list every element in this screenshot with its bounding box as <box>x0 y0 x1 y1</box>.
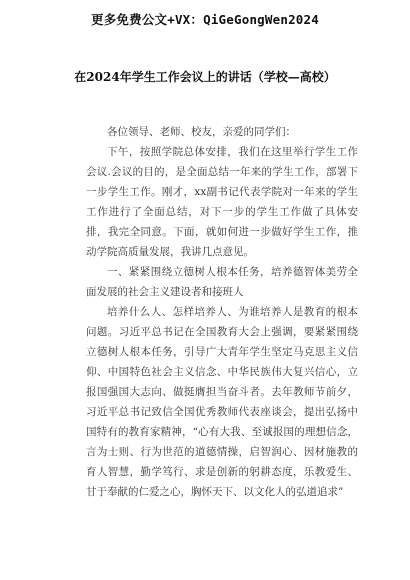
paragraph-intro: 下午，按照学院总体安排，我们在这里举行学生工作会议.会议的目的，是全面总结一年来的学生工作，部署下一步学生工作。刚才，xx副书记代表学院对一年来的学生工作进行了全面总结，对下一步的学生工作做了具体安排，我完全同意。下面，就如何进一步做好学生工作，推动学院高质量发展，我讲几点意见。 <box>86 146 358 258</box>
document-title: 在2024年学生工作会议上的讲话（学校—高校） <box>74 70 336 84</box>
salutation: 各位领导、老师、校友，亲爱的同学们： <box>107 126 296 138</box>
document-body <box>86 122 358 502</box>
watermark-header: 更多免费公文+VX：QiGeGongWen2024 <box>91 12 319 27</box>
section-heading-1: 一、紧紧围绕立德树人根本任务，培养德智体美劳全面发展的社会主义建设者和接班人 <box>86 266 358 298</box>
paragraph-body-1: 培养什么人、怎样培养人、为谁培养人是教育的根本问题。习近平总书记在全国教育大会上强调，要紧紧围绕立德树人根本任务，引导广大青年学生坚定马克思主义信仰、中国特色社会主义信念、中华民族伟大复兴信心，立报国强国大志向、做挺膺担当奋斗者。去年教师节前夕，习近平总书记致信全国优秀教师代表座谈会，提出弘扬中国特有的教育家精神，“心有大我、至诚报国的理想信念，言为士则、行为世范的道德情操，启智润心、因材施教的育人智慧，勤学笃行、求是创新的躬耕态度，乐教爱生、甘于奉献的仁爱之心，胸怀天下、以文化人的弘道追求” <box>86 306 358 498</box>
